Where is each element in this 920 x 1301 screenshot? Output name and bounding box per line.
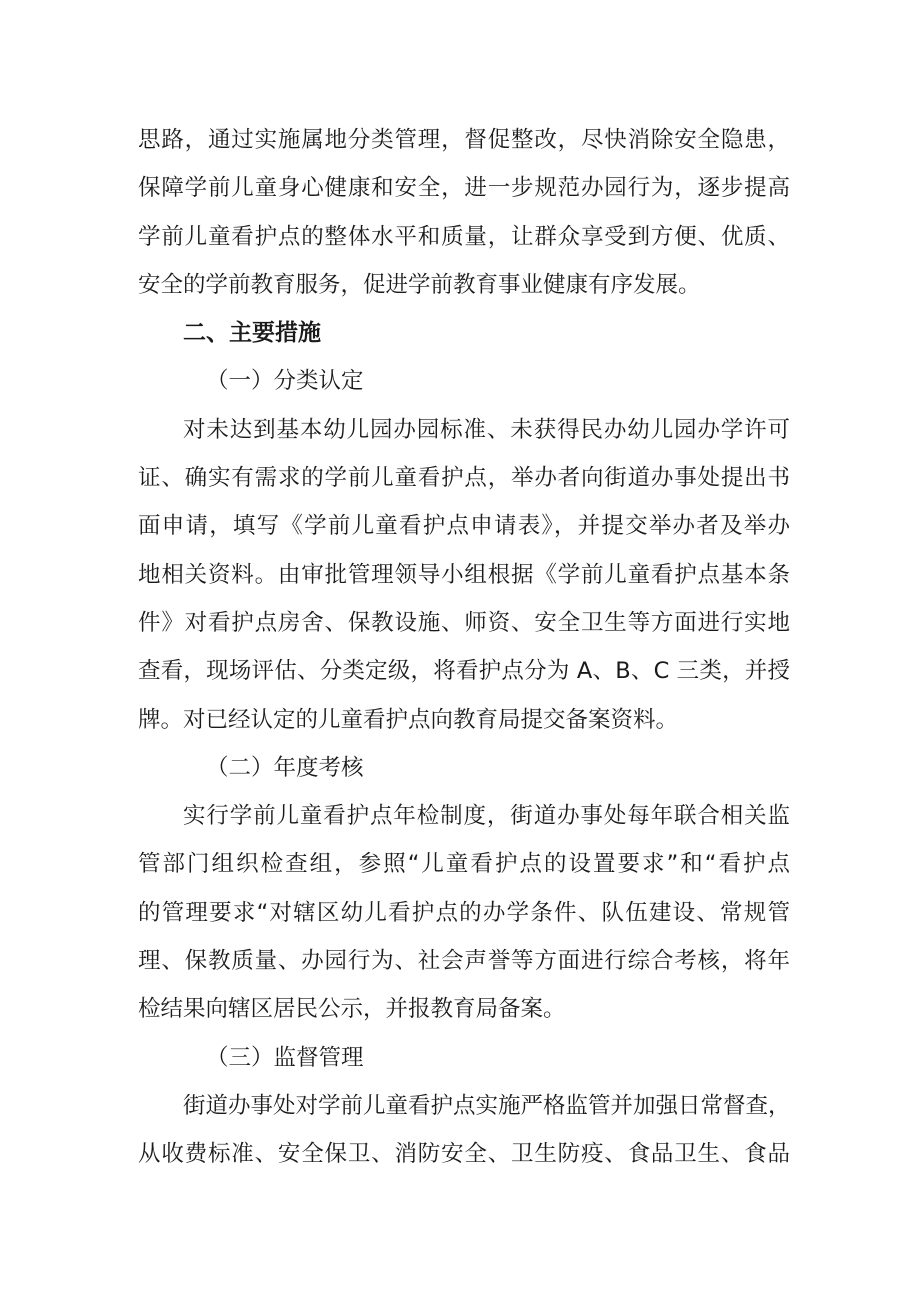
text-line: 件》对看护点房舍、保教设施、师资、安全卫生等方面进行实地 bbox=[138, 609, 790, 636]
text-line: 思路，通过实施属地分类管理，督促整改，尽快消除安全隐患， bbox=[138, 127, 790, 153]
text-line: 保障学前儿童身心健康和安全，进一步规范办园行为，逐步提高 bbox=[138, 175, 790, 202]
text-line: 安全的学前教育服务，促进学前教育事业健康有序发展。 bbox=[138, 271, 701, 298]
text-line: 理、保教质量、办园行为、社会声誉等方面进行综合考核，将年 bbox=[138, 948, 790, 975]
text-line: 从收费标准、安全保卫、消防安全、卫生防疫、食品卫生、食品 bbox=[138, 1141, 790, 1168]
text-line: 对未达到基本幼儿园办园标准、未获得民办幼儿园办学许可 bbox=[183, 416, 790, 443]
supervision-paragraph bbox=[138, 1082, 790, 1179]
text-line: 的管理要求“对辖区幼儿看护点的办学条件、队伍建设、常规管 bbox=[138, 899, 790, 926]
text-line: 检结果向辖区居民公示，并报教育局备案。 bbox=[138, 996, 566, 1023]
text-line: 牌。对已经认定的儿童看护点向教育局提交备案资料。 bbox=[138, 706, 679, 733]
text-line: 学前儿童看护点的整体水平和质量，让群众享受到方便、优质、 bbox=[138, 223, 790, 250]
text-line: 地相关资料。由审批管理领导小组根据《学前儿童看护点基本条 bbox=[138, 561, 790, 588]
intro-paragraph bbox=[138, 116, 790, 309]
subsection-heading-classification: （一）分类认定 bbox=[206, 368, 364, 395]
annual-review-paragraph bbox=[138, 792, 790, 1033]
text-line: 实行学前儿童看护点年检制度，街道办事处每年联合相关监 bbox=[183, 803, 790, 830]
section-heading-main-measures: 二、主要措施 bbox=[183, 320, 321, 347]
text-line: 街道办事处对学前儿童看护点实施严格监管并加强日常督查， bbox=[183, 1092, 791, 1119]
classification-paragraph bbox=[138, 406, 790, 744]
document-body bbox=[138, 116, 790, 1179]
text-line: 面申请，填写《学前儿童看护点申请表》，并提交举办者及举办 bbox=[138, 513, 790, 540]
text-line: 查看，现场评估、分类定级，将看护点分为 A、B、C 三类，并授 bbox=[138, 658, 790, 685]
subsection-heading-supervision: （三）监督管理 bbox=[206, 1044, 364, 1071]
subsection-heading-annual-review: （二）年度考核 bbox=[206, 754, 364, 781]
text-line: 证、确实有需求的学前儿童看护点，举办者向街道办事处提出书 bbox=[138, 465, 790, 492]
text-line: 管部门组织检查组，参照“儿童看护点的设置要求”和“看护点 bbox=[138, 851, 790, 878]
